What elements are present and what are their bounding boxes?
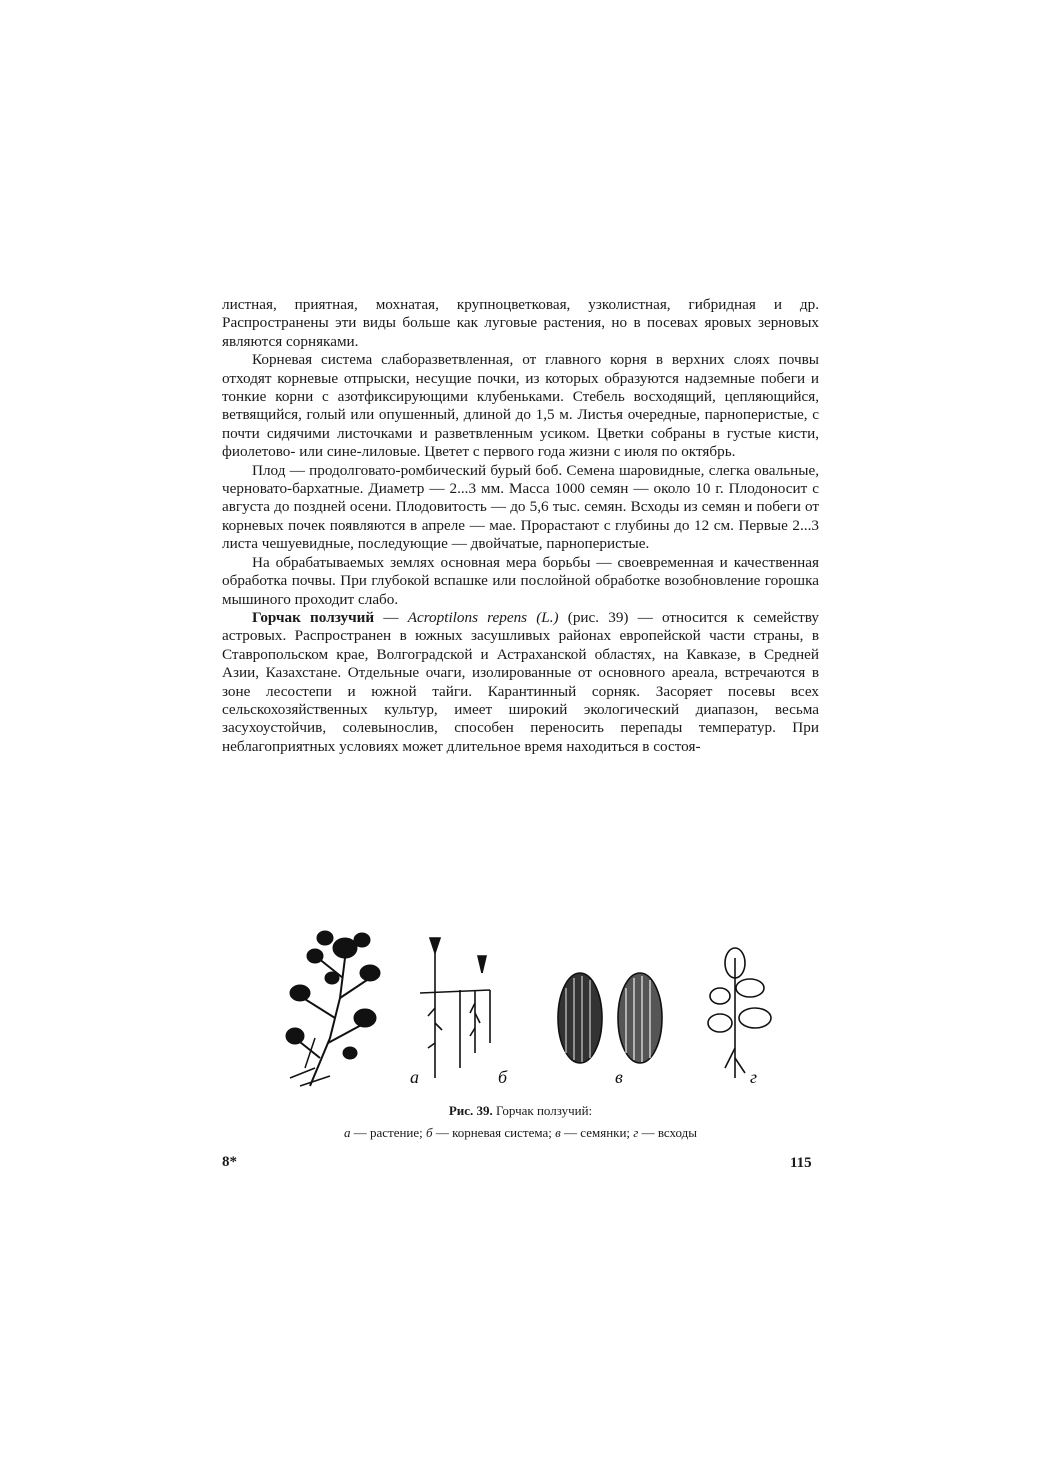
legend-text: — корневая система;	[435, 1125, 552, 1140]
main-text	[222, 296, 819, 756]
root-system-drawing	[420, 938, 490, 1078]
legend-text: — всходы	[641, 1125, 698, 1140]
species-paragraph	[222, 609, 819, 756]
legend-letter: в	[555, 1125, 561, 1140]
legend-letter: г	[633, 1125, 639, 1140]
seedling-drawing	[708, 948, 771, 1078]
paragraph: листная, приятная, мохнатая, крупноцветковая, узколистная, гибридная и др. Распространены эти виды больше как луговые растения, но в посевах яровых зерновых являются сорняками.	[222, 296, 819, 350]
plant-drawing	[286, 931, 380, 1086]
species-name: Горчак ползучий	[252, 608, 375, 626]
label-a: а	[410, 1067, 419, 1087]
paragraph: Корневая система слаборазветвленная, от главного корня в верхних слоях почвы отходят корневые отпрыски, несущие почки, из которых образуются надземные побеги и тонкие корни с азотфиксирующими клубеньками. Стебель восходящий, цепляющийся, ветвящийся, голый или опушенный, длиной до 1,5 м. Листья очередные, парноперистые, с почти сидячими листочками и разветвленным усиком. Цветки собраны в густые кисти, фиолетово- или сине-лиловые. Цветет с первого года жизни с июля по октябрь.	[222, 351, 819, 461]
species-dash: —	[374, 608, 408, 626]
legend-letter: б	[426, 1125, 433, 1140]
figure-caption	[222, 1103, 819, 1119]
paragraph: Плод — продолговато-ромбический бурый боб. Семена шаровидные, слегка овальные, черновато-бархатные. Диаметр — 2...3 мм. Масса 1000 семян — около 10 г. Плодоносит с августа до поздней осени. Плодовитость — до 5,6 тыс. семян. Всходы из семян и побеги от корневых почек появляются в апреле — мае. Прорастают с глубины до 12 см. Первые 2...3 листа чешуевидные, последующие — двойчатые, парноперистые.	[222, 461, 819, 553]
figure-title: Горчак ползучий:	[496, 1103, 593, 1118]
legend-text: — растение;	[353, 1125, 423, 1140]
label-v: в	[615, 1067, 623, 1087]
figure-illustration	[270, 918, 810, 1098]
achenes-drawing	[558, 973, 662, 1063]
figure-legend	[222, 1125, 819, 1141]
legend-letter: а	[343, 1125, 351, 1140]
figure-number: Рис. 39.	[448, 1103, 493, 1118]
label-g: г	[750, 1067, 758, 1087]
page-number: 115	[790, 1155, 812, 1171]
label-b: б	[498, 1067, 508, 1087]
signature-mark: 8*	[222, 1154, 237, 1170]
species-latin-name: Acroptilons repens (L.)	[407, 608, 559, 626]
paragraph: На обрабатываемых землях основная мера борьбы — своевременная и качественная обработка почвы. При глубокой вспашке или послойной обработке возобновление горошка мышиного проходит слабо.	[222, 553, 819, 608]
species-description: (рис. 39) — относится к семейству астровых. Распространен в южных засушливых районах европейской части страны, в Ставропольском крае, Волгоградской и Астраханской областях, на Кавказе, в Средней Азии, Казахстане. Отдельные очаги, изолированные от основного ареала, встречаются в зоне лесостепи и южной тайги. Карантинный сорняк. Засоряет посевы всех сельскохозяйственных культур, имеет широкий экологический диапазон, весьма засухоустойчив, солевынослив, способен переносить перепады температур. При неблагоприятных условиях может длительное время находиться в состоя-	[222, 608, 820, 755]
legend-text: — семянки;	[564, 1125, 631, 1140]
figure-39	[270, 918, 810, 1098]
